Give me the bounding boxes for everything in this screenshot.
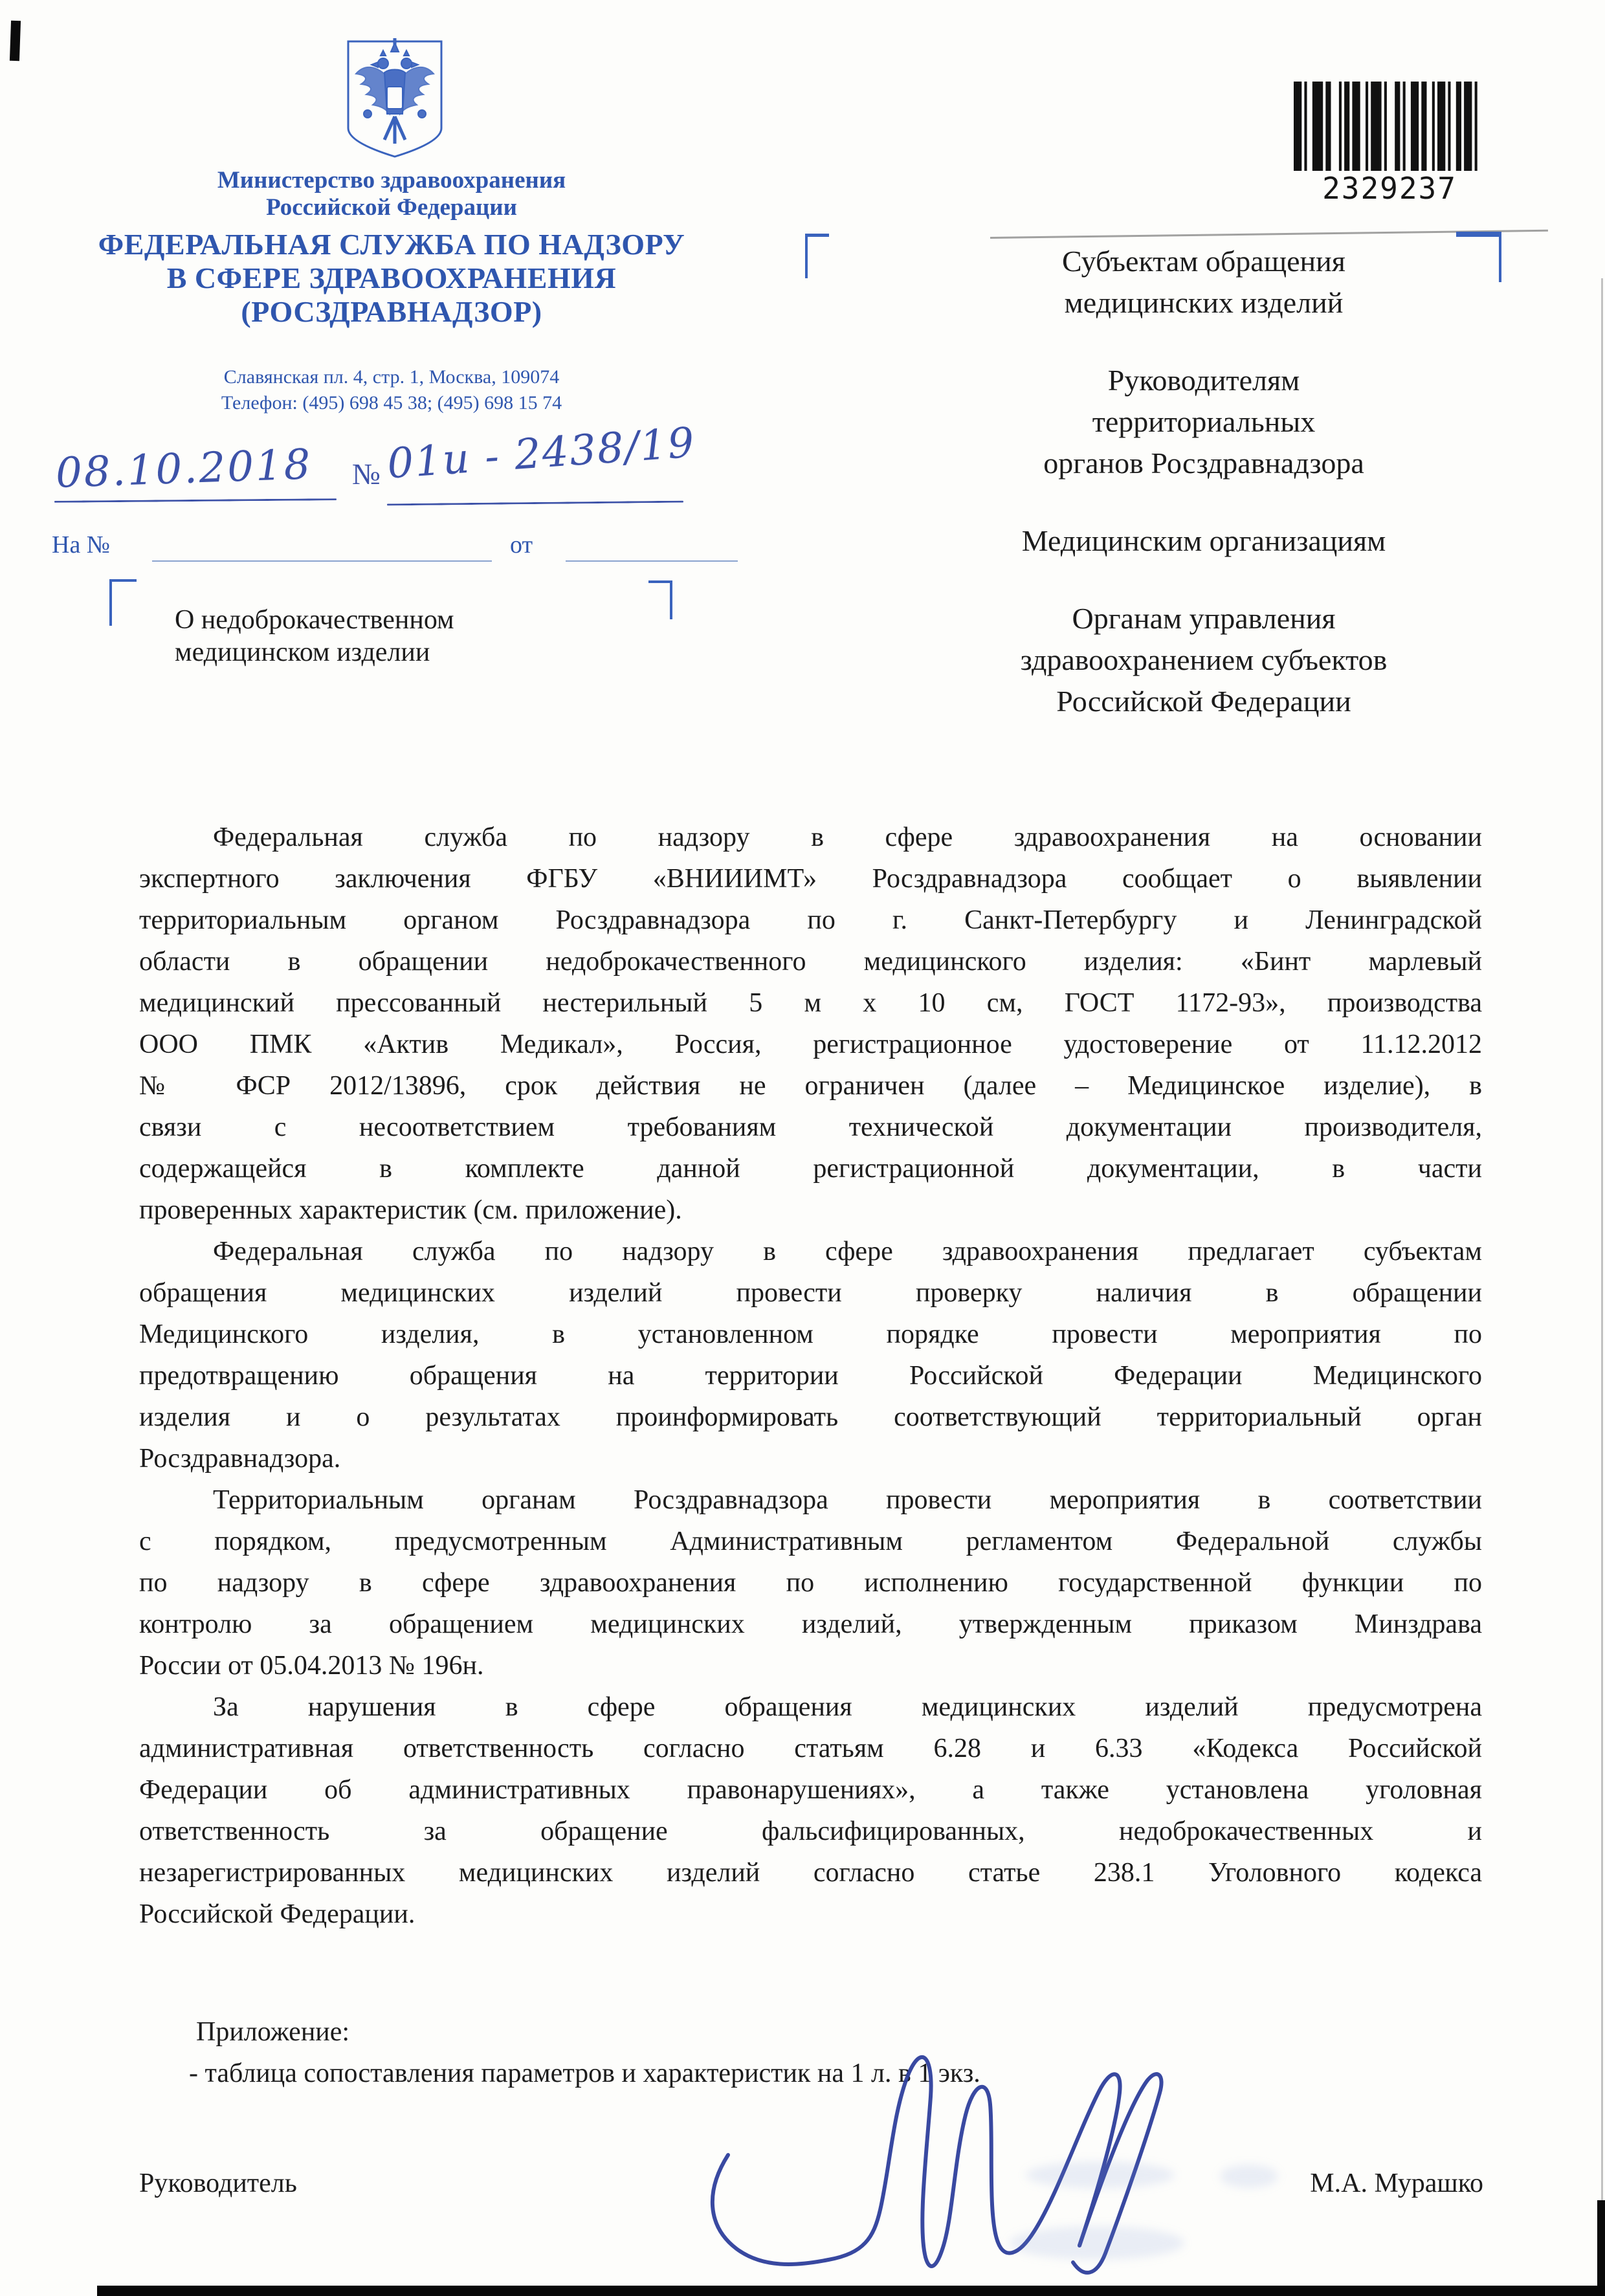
body-line: Территориальным органам Росздравнадзора провести мероприятия в соответствии — [213, 1485, 1482, 1515]
body-line: проверенных характеристик (см. приложение). — [139, 1195, 682, 1225]
date-underline — [54, 498, 337, 503]
org-phone: Телефон: (495) 698 45 38; (495) 698 15 74 — [221, 392, 562, 414]
addressee-group — [935, 520, 1472, 562]
body-line: За нарушения в сфере обращения медицинских изделий предусмотрена — [213, 1692, 1482, 1722]
addressee-line: Органам управления — [1072, 602, 1336, 635]
body-line: с порядком, предусмотренным Административным регламентом Федеральной службы — [139, 1527, 1482, 1556]
service-name-line1: ФЕДЕРАЛЬНАЯ СЛУЖБА ПО НАДЗОРУ — [98, 228, 685, 261]
scan-bar-artifact — [97, 2286, 1605, 2296]
body-line: содержащейся в комплекте данной регистрационной документации, в части — [139, 1154, 1482, 1184]
body-line: изделия и о результатах проинформировать соответствующий территориальный орган — [139, 1402, 1482, 1432]
service-name-line3: (РОСЗДРАВНАДЗОР) — [241, 295, 542, 328]
number-underline — [387, 501, 683, 506]
scan-edge-artifact — [1597, 2200, 1605, 2296]
addressee-line: территориальных — [1092, 405, 1316, 438]
body-line: обращения медицинских изделий провести проверку наличия в обращении — [139, 1278, 1482, 1308]
handwritten-date: 08.10.2018 — [54, 441, 313, 498]
body-line: Российской Федерации. — [139, 1899, 415, 1929]
body-line: экспертного заключения ФГБУ «ВНИИИМТ» Росздравнадзора сообщает о выявлении — [139, 864, 1482, 894]
body-line: контролю за обращением медицинских изделий, утвержденным приказом Минздрава — [139, 1609, 1482, 1639]
body-line: территориальным органом Росздравнадзора по г. Санкт-Петербургу и Ленинградской — [139, 905, 1482, 935]
body-line: предотвращению обращения на территории Российской Федерации Медицинского — [139, 1361, 1482, 1391]
body-line: незарегистрированных медицинских изделий согласно статье 238.1 Уголовного кодекса — [139, 1858, 1482, 1888]
addressee-group — [935, 598, 1472, 722]
body-line: Федеральная служба по надзору в сфере здравоохранения на основании — [213, 822, 1482, 852]
attachment-label: Приложение: — [196, 2017, 350, 2047]
coat-of-arms-icon — [342, 36, 448, 163]
body-line: административная ответственность согласно статьям 6.28 и 6.33 «Кодекса Российской — [139, 1734, 1482, 1763]
body-line: области в обращении недоброкачественного медицинского изделия: «Бинт марлевый — [139, 947, 1482, 977]
scan-mark-artifact — [10, 21, 21, 61]
body-line: по надзору в сфере здравоохранения по исполнению государственной функции по — [139, 1568, 1482, 1598]
body-line: связи с несоответствием требованиям технической документации производителя, — [139, 1112, 1482, 1142]
scan-edge-artifact — [1601, 278, 1603, 2207]
ministry-name-line2: Российской Федерации — [266, 194, 517, 221]
number-sign: № — [352, 458, 381, 491]
handwritten-number: 01и - 2438/19 — [385, 419, 697, 489]
signer-position-title: Руководитель — [139, 2169, 297, 2198]
body-line: Росздравнадзора. — [139, 1444, 341, 1474]
addressee-line: органов Росздравнадзора — [1043, 447, 1364, 480]
subject-line1: О недоброкачественном — [175, 605, 454, 635]
barcode-icon — [1294, 82, 1485, 171]
addressee-line: здравоохранением субъектов — [1020, 643, 1388, 676]
body-line: № ФСР 2012/13896, срок действия не ограничен (далее – Медицинское изделие), в — [139, 1071, 1482, 1101]
addressee-group — [935, 360, 1472, 484]
addressee-line: Медицинским организациям — [1021, 524, 1386, 557]
reply-from-label: от — [510, 531, 533, 558]
barcode-number: 2329237 — [1322, 171, 1457, 206]
reply-number-line — [152, 560, 492, 562]
body-line: ООО ПМК «Актив Медикал», Россия, регистрационное удостоверение от 11.12.2012 — [139, 1030, 1482, 1059]
attachment-item: - таблица сопоставления параметров и характеристик на 1 л. в 1 экз. — [189, 2059, 980, 2088]
signer-name: М.А. Мурашко — [1310, 2169, 1483, 2198]
addressee-line: медицинских изделий — [1064, 286, 1344, 319]
ink-smudge — [1220, 2165, 1278, 2188]
reply-prefix-label: На № — [52, 531, 111, 558]
ministry-name-line1: Министерство здравоохранения — [217, 167, 566, 193]
reply-date-line — [566, 560, 738, 562]
addressee-line: Российской Федерации — [1056, 685, 1351, 718]
ink-smudge — [1010, 2226, 1184, 2260]
body-line: Медицинского изделия, в установленном порядке провести мероприятия по — [139, 1319, 1482, 1349]
ink-smudge — [1026, 2161, 1175, 2189]
body-line: медицинский прессованный нестерильный 5 м х 10 см, ГОСТ 1172-93», производства — [139, 988, 1482, 1018]
body-line: России от 05.04.2013 № 196н. — [139, 1651, 484, 1681]
body-line: Федерации об административных правонарушениях», а также установлена уголовная — [139, 1775, 1482, 1805]
org-address: Славянская пл. 4, стр. 1, Москва, 109074 — [223, 366, 560, 388]
addressee-line: Субъектам обращения — [1062, 245, 1345, 278]
body-line: Федеральная служба по надзору в сфере здравоохранения предлагает субъектам — [213, 1237, 1482, 1266]
service-name-line2: В СФЕРЕ ЗДРАВООХРАНЕНИЯ — [166, 261, 617, 294]
addressee-bracket-left — [805, 234, 829, 278]
addressee-group — [935, 241, 1472, 324]
subject-bracket-left — [109, 579, 137, 626]
subject-line2: медицинском изделии — [175, 637, 430, 667]
body-line: ответственность за обращение фальсифицированных, недоброкачественных и — [139, 1816, 1482, 1846]
addressee-line: Руководителям — [1107, 364, 1300, 397]
addressee-block — [935, 241, 1472, 758]
letter-body — [139, 817, 1482, 1935]
